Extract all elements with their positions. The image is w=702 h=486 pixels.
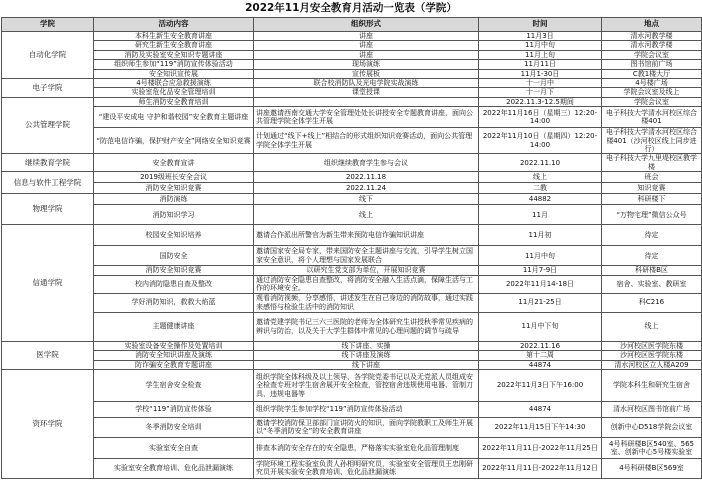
table-row [2, 107, 702, 128]
table-row [2, 79, 702, 88]
activity-cell: 本科生新生安全教育讲座 [94, 32, 254, 41]
format-cell: 宣传展板 [254, 69, 479, 78]
location-cell: 4号科研楼B区569室 [602, 458, 702, 478]
activity-cell: 校内消防隐患自查及整改 [94, 275, 254, 293]
table-row [2, 312, 702, 341]
location-cell: 电子科技大学清水河校区综合楼401 [602, 107, 702, 128]
time-cell: 2022.11.16 [479, 341, 602, 350]
location-cell: 线上 [602, 312, 702, 341]
activity-cell: 实验室危化品安全管理培训 [94, 88, 254, 97]
college-cell [2, 97, 94, 154]
college-cell [2, 194, 94, 225]
college-name: 资环学院 [32, 418, 63, 428]
table-row [2, 128, 702, 154]
location-cell: 待定 [602, 225, 702, 246]
activity-cell: 实验室安全教育培训、危化品泄漏演练 [94, 458, 254, 478]
location-cell: 图书馆前广场 [602, 60, 702, 69]
table-row [2, 97, 702, 106]
format-cell: 邀请合作派出所警官为新生带来预防电信诈骗知识讲座 [254, 225, 479, 246]
time-cell: 11月3日 [479, 32, 602, 41]
format-cell: 以研究生党支部为单位，开展知识竞赛 [254, 266, 479, 275]
table-row [2, 205, 702, 225]
college-name: 继续教育学院 [25, 157, 70, 167]
time-cell: 11月中旬 [479, 41, 602, 50]
header-college: 学院 [2, 18, 94, 32]
activity-cell: “防范电信诈骗，保护财产安全”网络安全知识竞赛 [94, 128, 254, 154]
college-cell [2, 369, 94, 478]
location-cell: 科研楼B区 [602, 266, 702, 275]
time-cell: 十一月下 [479, 88, 602, 97]
format-cell: 计划通过“线下+线上”相结合的形式组织知识竞赛活动，面向公共管理学院全体学生开展 [254, 128, 479, 154]
time-cell: 2022年11月16日（星期三）12:20-14:00 [479, 107, 602, 128]
location-cell: 学院会议室 [602, 50, 702, 59]
time-cell: 线上 [479, 172, 602, 183]
format-cell: 2022.11.18 [254, 172, 479, 183]
location-cell: 4号楼广场 [602, 79, 702, 88]
college-cell [2, 32, 94, 79]
college-name: 信通学院 [32, 277, 63, 287]
format-cell: 讲座 [254, 41, 479, 50]
activity-cell: 消防及实验室安全知识专题讲座 [94, 50, 254, 59]
format-cell: 组织继续教育学生参与会议 [254, 154, 479, 172]
table-row [2, 50, 702, 59]
table-row [2, 417, 702, 437]
location-cell: 清水河教学楼 [602, 41, 702, 50]
format-cell: 通过消防安全隐患自查整改，将消防安全融入生活点滴，保障生活与工作的环境安全。 [254, 275, 479, 293]
format-cell: 2022.11.24 [254, 183, 479, 194]
time-cell: 2022年11月11日-2022年11月25日 [479, 437, 602, 458]
activity-cell: 防诈骗安全教育专题讲座 [94, 360, 254, 369]
activity-cell: 研究生新生安全教育讲座 [94, 41, 254, 50]
activity-cell: 学好消防知识，救救大焰蓝 [94, 293, 254, 312]
table-row [2, 41, 702, 50]
time-cell: 11月中旬 [479, 246, 602, 266]
format-cell: 组织学院全体科级及以上领导、各学院党委书记以及无党派人员组成安全检查专班对学生宿舍展开安全检查，管控宿舍违规使用电器、管制刀具、违规电器等 [254, 369, 479, 401]
location-cell: 班会 [602, 172, 702, 183]
college-name: 电子学院 [32, 82, 63, 92]
time-cell: 44874 [479, 401, 602, 417]
college-cell [2, 341, 94, 369]
table-row [2, 154, 702, 172]
activity-cell: 学校“119”消防宣传体验 [94, 401, 254, 417]
college-name: 自动化学院 [28, 49, 67, 59]
format-cell: 讲座 [254, 50, 479, 59]
table-row [2, 32, 702, 41]
time-cell: 11月 [479, 205, 602, 225]
activity-cell: “建设平安成电 守护和谐校园”安全教育主题讲座 [94, 107, 254, 128]
time-cell: 11月1-30日 [479, 69, 602, 78]
college-cell [2, 225, 94, 341]
time-cell: 44874 [479, 360, 602, 369]
table-row [2, 225, 702, 246]
table-row [2, 437, 702, 458]
activity-cell: 消防安全知识竞赛 [94, 183, 254, 194]
table-row [2, 194, 702, 205]
header-activity: 活动内容 [94, 18, 254, 32]
location-cell: “万物宅理”微信公众号 [602, 205, 702, 225]
location-cell: C教1楼大厅 [602, 69, 702, 78]
format-cell: 邀请学校消防保卫部部门宣讲防火的知识，面向学院教职工及师生开展以“冬季消防安全”的安全教育讲座 [254, 417, 479, 437]
activity-cell: 校园安全知识培养 [94, 225, 254, 246]
format-cell: 联合校消防队及光电学院实战演练 [254, 79, 479, 88]
college-name: 医学院 [36, 350, 59, 360]
activity-cell: 师生消防安全教育培训 [94, 97, 254, 106]
format-cell: 线下讲座 [254, 360, 479, 369]
table-row [2, 266, 702, 275]
college-name: 信息与软件工程学院 [13, 177, 82, 187]
format-cell: 讲座邀请西南交通大学安全管理处处长讲授安全专题教育讲座，面向公共管理学院全体学生开展 [254, 107, 479, 128]
table-row [2, 360, 702, 369]
location-cell: 知识竞赛 [602, 183, 702, 194]
college-name: 公共管理学院 [25, 120, 70, 130]
activity-cell: 2019级班长安全会议 [94, 172, 254, 183]
format-cell [254, 97, 479, 106]
location-cell: 学院本科生和研究生宿舍 [602, 369, 702, 401]
college-cell [2, 154, 94, 172]
time-cell: 第十二周 [479, 351, 602, 360]
activity-cell: 消防安全知识竞赛 [94, 266, 254, 275]
time-cell: 2022年11月14-18日 [479, 275, 602, 293]
location-cell: 学院会议室 [602, 97, 702, 106]
format-cell: 现场演练 [254, 60, 479, 69]
format-cell: 邀请党建学院书记三六三医院的老师为全体研究生讲授秋季常见疾病的辨识与防治，以及关于大学生群体中常见的心理问题的调节与疏导 [254, 312, 479, 341]
location-cell: 学院会议室及线上 [602, 88, 702, 97]
time-cell: 11月上旬 [479, 50, 602, 59]
format-cell: 讲座 [254, 32, 479, 41]
activity-cell: 实验室设备安全操作及处置培训 [94, 341, 254, 350]
activity-cell: 主题健康讲座 [94, 312, 254, 341]
page-title: 2022年11月安全教育月活动一览表（学院） [245, 2, 457, 14]
format-cell: 排查本消防安全存在的安全隐患，严格落实实验室危化品管理制度 [254, 437, 479, 458]
format-cell: 课堂授课 [254, 88, 479, 97]
college-cell [2, 172, 94, 194]
location-cell: 清水河校区图书馆前广场 [602, 401, 702, 417]
table-row [2, 172, 702, 183]
location-cell: 4号科研楼B区540室、565室、创新中心5号楼实验室 [602, 437, 702, 458]
time-cell: 十一月中 [479, 79, 602, 88]
location-cell: 电子科技大学九里堤校区教学楼 [602, 154, 702, 172]
table-row [2, 275, 702, 293]
header-row [2, 18, 702, 32]
activity-cell: 安全知识宣传展 [94, 69, 254, 78]
header-location: 地点 [602, 18, 702, 32]
time-cell: 2022.11.10 [479, 154, 602, 172]
activity-cell: 安全教育宣讲 [94, 154, 254, 172]
activity-cell: 学生宿舍安全检查 [94, 369, 254, 401]
format-cell: 线下讲座及演练 [254, 351, 479, 360]
time-cell: 2022.11.3-12.5期间 [479, 97, 602, 106]
activity-cell: 4号楼联合应急救援演练 [94, 79, 254, 88]
location-cell: 清水河校区立人楼A209 [602, 360, 702, 369]
table-row [2, 293, 702, 312]
time-cell: 11月21-25日 [479, 293, 602, 312]
activity-cell: 消防知识学习 [94, 205, 254, 225]
time-cell: 44882 [479, 194, 602, 205]
format-cell: 观看消防视频，分享感悟，讲述发生在自己身边的消防故事，通过实践来感悟与检验生活中的消防知识 [254, 293, 479, 312]
table-row [2, 69, 702, 78]
header-time: 时间 [479, 18, 602, 32]
table-row [2, 246, 702, 266]
format-cell: 组织学院学生参加学校“119”消防宣传体验活动 [254, 401, 479, 417]
time-cell: 11月初 [479, 225, 602, 246]
location-cell: 创新中心D518学院会议室 [602, 417, 702, 437]
format-cell: 线下 [254, 194, 479, 205]
table-row [2, 183, 702, 194]
format-cell: 线下讲座、实操 [254, 341, 479, 350]
location-cell: 宿舍、实验室、教研室 [602, 275, 702, 293]
table-row [2, 458, 702, 478]
table-row [2, 88, 702, 97]
activity-cell: 实验室安全自查 [94, 437, 254, 458]
time-cell: 2022年11月15日下午14:30 [479, 417, 602, 437]
format-cell: 邀请国家安全局专家，带来国防安全主题讲座与交流，引导学生树立国家安全意识，将个人理想与国家发展联合 [254, 246, 479, 266]
time-cell: 二教 [479, 183, 602, 194]
college-cell [2, 79, 94, 98]
table-row [2, 351, 702, 360]
activity-table [1, 17, 702, 479]
location-cell: 科研楼下 [602, 194, 702, 205]
college-name: 物理学院 [32, 204, 63, 214]
activity-cell: 冬季消防安全培训 [94, 417, 254, 437]
location-cell: 清水河教学楼 [602, 32, 702, 41]
location-cell: 电子科技大学清水河校区综合楼401（沙河校区线上同步进行） [602, 128, 702, 154]
activity-cell: 国防安全 [94, 246, 254, 266]
table-row [2, 341, 702, 350]
activity-cell: 组织师生参加“119”消防宣传体验活动 [94, 60, 254, 69]
activity-cell: 消防安全知识讲座及演练 [94, 351, 254, 360]
time-cell: 11月11日 [479, 60, 602, 69]
format-cell: 线上 [254, 205, 479, 225]
location-cell: 沙河校区医学院东楼 [602, 341, 702, 350]
time-cell: 2022年11月11日-2022年11月12日 [479, 458, 602, 478]
table-row [2, 401, 702, 417]
time-cell: 11月中下旬 [479, 312, 602, 341]
location-cell: 待定 [602, 246, 702, 266]
location-cell: 科C216 [602, 293, 702, 312]
time-cell: 2022年11月10日（星期四）12:20-14:00 [479, 128, 602, 154]
header-format: 组织形式 [254, 18, 479, 32]
time-cell: 2022年11月3日下午16:00 [479, 369, 602, 401]
activity-cell: 消防演练 [94, 194, 254, 205]
table-row [2, 369, 702, 401]
table-body [2, 32, 702, 479]
time-cell: 11月7-9日 [479, 266, 602, 275]
format-cell: 学院环境工程实验室负责人孙相明研究员，实验室安全管理员王忠刚研究员开展实验安全教育培训、危化品泄漏演练 [254, 458, 479, 478]
location-cell: 沙河校区医学院东楼 [602, 351, 702, 360]
table-row [2, 60, 702, 69]
